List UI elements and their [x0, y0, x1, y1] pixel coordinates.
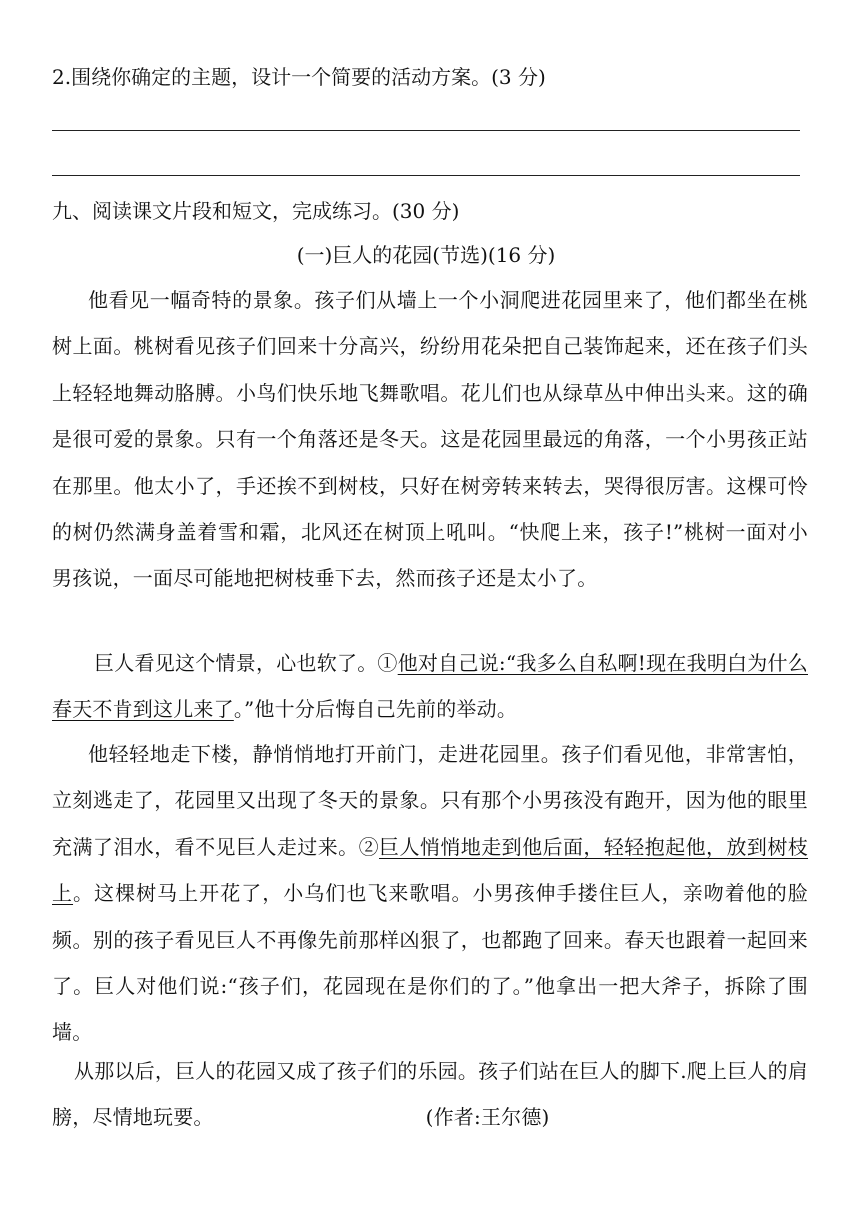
- paragraph-3-text-end: 。这棵树马上开花了，小乌们也飞来歌唱。小男孩伸手搂住巨人，亲吻着他的脸频。别的孩子看见巨人不再像先前那样凶狠了，也都跑了回来。春天也跟着一起回来了。巨人对他们说:“孩子们，花园现在是你们的了。”他拿出一把大斧子，拆除了围墙。: [52, 881, 809, 1045]
- section-9-heading: 九、阅读课文片段和短文，完成练习。(30 分): [52, 199, 460, 223]
- passage-paragraph-2: [52, 640, 808, 733]
- paragraph-2-text-end: 。”他十分后悔自己先前的举动。: [233, 697, 518, 722]
- passage-paragraph-3: [52, 731, 808, 1056]
- answer-line-2: [52, 175, 800, 176]
- underlined-sentence-2: 巨人悄悄地走到他后面，轻轻抱起他，放到树枝上: [52, 834, 809, 906]
- paragraph-3-text-start: 他轻轻地走下楼，静悄悄地打开前门，走进花园里。孩子们看见他，非常害怕，立刻逃走了，花园里又出现了冬天的景象。只有那个小男孩没有跑开，因为他的眼里充满了泪水，看不见巨人走过来。②: [52, 742, 808, 859]
- paragraph-2-text-start: 巨人看见这个情景，心也软了。①: [94, 651, 398, 675]
- underlined-sentence-1: 他对自己说:“我多么自私啊!现在我明白为什么春天不肯到这儿来了: [52, 651, 808, 722]
- passage-paragraph-1: 他看见一幅奇特的景象。孩子们从墙上一个小洞爬进花园里来了，他们都坐在桃树上面。桃树看见孩子们回来十分高兴，纷纷用花朵把自己装饰起来，还在孩子们头上轻轻地舞动胳膊。小鸟们快乐地飞舞歌唱。花儿们也从绿草丛中伸出头来。这的确是很可爱的景象。只有一个角落还是冬天。这是花园里最远的角落，一个小男孩正站在那里。他太小了，手还挨不到树枝，只好在树旁转来转去，哭得很厉害。这棵可怜的树仍然满身盖着雪和霜，北风还在树顶上吼叫。“快爬上来，孩子!”桃树一面对小男孩说，一面尽可能地把树枝垂下去，然而孩子还是太小了。: [52, 288, 808, 591]
- question-2: 2.围绕你确定的主题，设计一个简要的活动方案。(3 分): [52, 65, 546, 89]
- paragraph-4-text: 从那以后，巨人的花园又成了孩子们的乐园。孩子们站在巨人的脚下.爬上巨人的肩膀，尽情地玩要。: [52, 1059, 808, 1130]
- answer-line-1: [52, 130, 800, 131]
- passage-paragraph-4: [52, 1048, 808, 1141]
- author-credit: (作者:王尔德): [425, 1105, 550, 1130]
- passage-1-title: (一)巨人的花园(节选)(16 分): [296, 243, 556, 267]
